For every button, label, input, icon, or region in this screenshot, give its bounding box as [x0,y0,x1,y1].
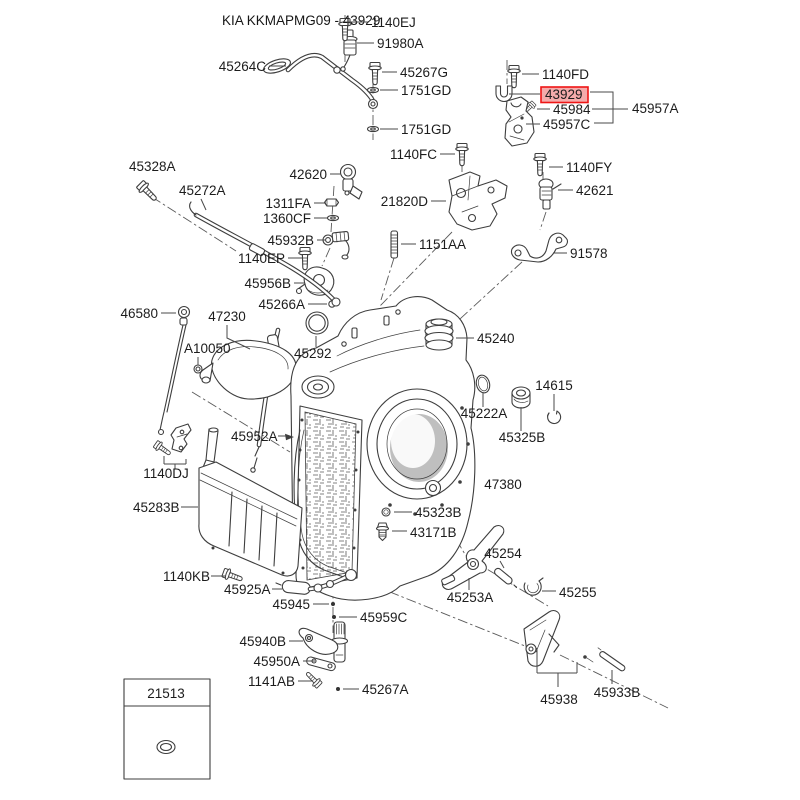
bolt-1140FY [534,154,546,176]
part-label-45283B [133,500,198,515]
leader-dot [331,602,335,606]
part-number-45959C[interactable]: 45959C [360,610,408,625]
part-number-45945[interactable]: 45945 [272,597,310,612]
bolt-1140FC [456,144,468,166]
part-label-42621 [558,183,614,198]
drawing-bracket-21820D [449,172,507,230]
leader-line [500,561,504,568]
part-label-91980A [357,36,424,51]
part-number-45940B[interactable]: 45940B [239,634,286,649]
part-number-45267G[interactable]: 45267G [400,65,449,80]
part-label-45950A [253,654,315,669]
part-number-45325B[interactable]: 45325B [498,430,546,445]
part-number-45957A[interactable]: 45957A [632,101,679,116]
part-number-45264C[interactable]: 45264C [218,59,266,74]
drawing-nut-1311FA [325,199,339,206]
part-number-45984[interactable]: 45984 [553,102,591,117]
drawing-seal-45292 [306,312,328,334]
part-number-14615[interactable]: 14615 [535,378,573,393]
part-number-45952A[interactable]: 45952A [231,429,278,444]
part-label-1151AA [401,237,466,252]
bolt-1140EP [299,248,311,270]
part-label-1141AB [248,674,312,689]
part-number-47230[interactable]: 47230 [208,309,246,324]
part-label-1140FD [522,67,589,82]
part-number-45267A[interactable]: 45267A [362,682,409,697]
part-number-45323B[interactable]: 45323B [415,505,462,520]
bolt-1140FD [508,66,520,88]
drawing-shift-control-rod-45264C [262,55,378,108]
part-number-1151AA[interactable]: 1151AA [419,237,467,252]
part-label-45945 [272,597,335,612]
drawing-oil-pan-45283B [199,462,302,576]
part-label-45267G [382,65,448,80]
part-label-1140FY [549,160,612,175]
part-label-45292 [294,336,332,361]
part-number-1311FA[interactable]: 1311FA [265,196,311,211]
drawing-sensor-42620 [341,165,363,200]
part-number-1140FD[interactable]: 1140FD [542,67,590,82]
washer-1751GD-upper [368,87,379,92]
part-label-1140DJ [143,466,189,481]
part-number-1140EP[interactable]: 1140EP [237,251,285,266]
drawing-transmission-case [291,297,475,600]
part-label-1140EP [238,251,302,266]
part-number-1751GD[interactable]: 1751GD [401,122,452,137]
drawing-bearing-45325B [512,387,530,408]
part-number-45266A[interactable]: 45266A [258,297,305,312]
part-number-45938[interactable]: 45938 [540,692,578,707]
part-number-45957C[interactable]: 45957C [543,117,591,132]
part-number-45933B[interactable]: 45933B [593,685,641,700]
part-number-46580[interactable]: 46580 [120,306,158,321]
part-number-45272A[interactable]: 45272A [179,183,226,198]
part-number-45255[interactable]: 45255 [559,585,597,600]
part-label-45932B [267,233,325,248]
leader-dot [332,615,336,619]
part-number-45283B[interactable]: 45283B [133,500,180,515]
part-number-45240[interactable]: 45240 [477,331,515,346]
part-number-1751GD[interactable]: 1751GD [401,83,452,98]
part-label-45956B [244,276,305,291]
drawing-control-shaft-45940B [299,622,347,662]
part-number-45328A[interactable]: 45328A [129,159,176,174]
part-label-45957A [632,101,679,116]
part-number-1140KB[interactable]: 1140KB [163,569,211,584]
part-label-45940B [239,634,303,649]
part-label-1751GD [380,122,452,137]
part-label-21513 [147,686,185,701]
part-label-45938 [540,692,578,707]
part-number-1140FC[interactable]: 1140FC [389,147,437,162]
diagram-title: KIA KKMAPMG09 - 43929 [222,13,381,28]
part-label-47380 [484,477,522,492]
part-label-45255 [542,585,597,600]
part-number-45950A[interactable]: 45950A [253,654,300,669]
drawing-sensor-42621 [539,179,561,209]
part-number-43171B[interactable]: 43171B [410,525,457,540]
drawing-cylinder-45925A [276,580,311,595]
part-number-45925A[interactable]: 45925A [224,582,271,597]
part-label-45254 [484,546,522,568]
bolt-1141AB [303,669,323,689]
washer-1360CF [328,215,339,220]
part-label-45984 [537,102,591,117]
part-number-42620[interactable]: 42620 [289,167,327,182]
drawing-bracket-91578 [511,233,567,262]
drawing-stud-1151AA [391,231,398,258]
part-label-1140FC [390,147,455,162]
part-number-45292[interactable]: 45292 [294,346,332,361]
bolt-1140DJ [153,440,173,458]
part-number-43929-selected[interactable]: 43929 [545,87,583,102]
drawing-spring-45255 [524,578,543,595]
part-number-47380[interactable]: 47380 [484,477,522,492]
part-label-14615 [535,378,573,411]
drawing-snapring-14615 [548,411,561,424]
part-label-42620 [289,167,341,182]
part-number-A10050[interactable]: A10050 [184,341,231,356]
part-number-21820D[interactable]: 21820D [380,194,428,209]
part-label-1751GD [380,83,452,98]
drawing-link-45950A [307,657,336,671]
part-number-45932B[interactable]: 45932B [267,233,314,248]
part-label-21820D [381,194,446,209]
bolt-45267G [369,63,381,85]
part-number-1140EJ[interactable]: 1140EJ [371,15,416,30]
part-number-45253A[interactable]: 45253A [446,590,494,605]
part-label-45328A [129,159,176,174]
drawing-detent-45938 [524,611,593,667]
drawing-clip-1140DJ [171,424,191,452]
drawing-pin-45254 [495,568,517,587]
part-label-91578 [553,246,608,261]
ribbed-sleeve-45240 [425,319,453,350]
part-label-45925A [224,582,282,597]
part-number-45222A[interactable]: 45222A [460,406,508,421]
drawing-pin-45933B [598,648,625,671]
part-label-45272A [179,183,226,210]
part-number-45254[interactable]: 45254 [484,546,522,561]
part-number-21513[interactable]: 21513 [147,686,185,701]
washer-1751GD-lower [368,126,379,131]
part-number-1140FY[interactable]: 1140FY [566,160,613,175]
part-label-45267A [336,682,409,697]
part-number-45956B[interactable]: 45956B [244,276,291,291]
part-number-91980A[interactable]: 91980A [377,36,424,51]
leader-dot [336,687,340,691]
part-number-1140DJ[interactable]: 1140DJ [143,466,189,481]
drawing-seal-45222A [474,374,491,395]
leader-line [201,199,206,210]
drawing-dipstick-46580 [159,307,190,435]
part-number-42621[interactable]: 42621 [576,183,614,198]
part-label-1140KB [163,569,226,584]
part-number-1141AB[interactable]: 1141AB [247,674,295,689]
part-number-91578[interactable]: 91578 [570,246,608,261]
part-label-1360CF [263,211,327,226]
part-label-45952A [231,429,294,444]
part-label-45266A [258,297,327,312]
part-number-1360CF[interactable]: 1360CF [262,211,311,226]
bracket-45957A-lines [590,92,628,123]
part-label-1311FA [265,196,326,211]
part-label-46580 [120,306,176,321]
part-label-45957C [526,117,591,132]
